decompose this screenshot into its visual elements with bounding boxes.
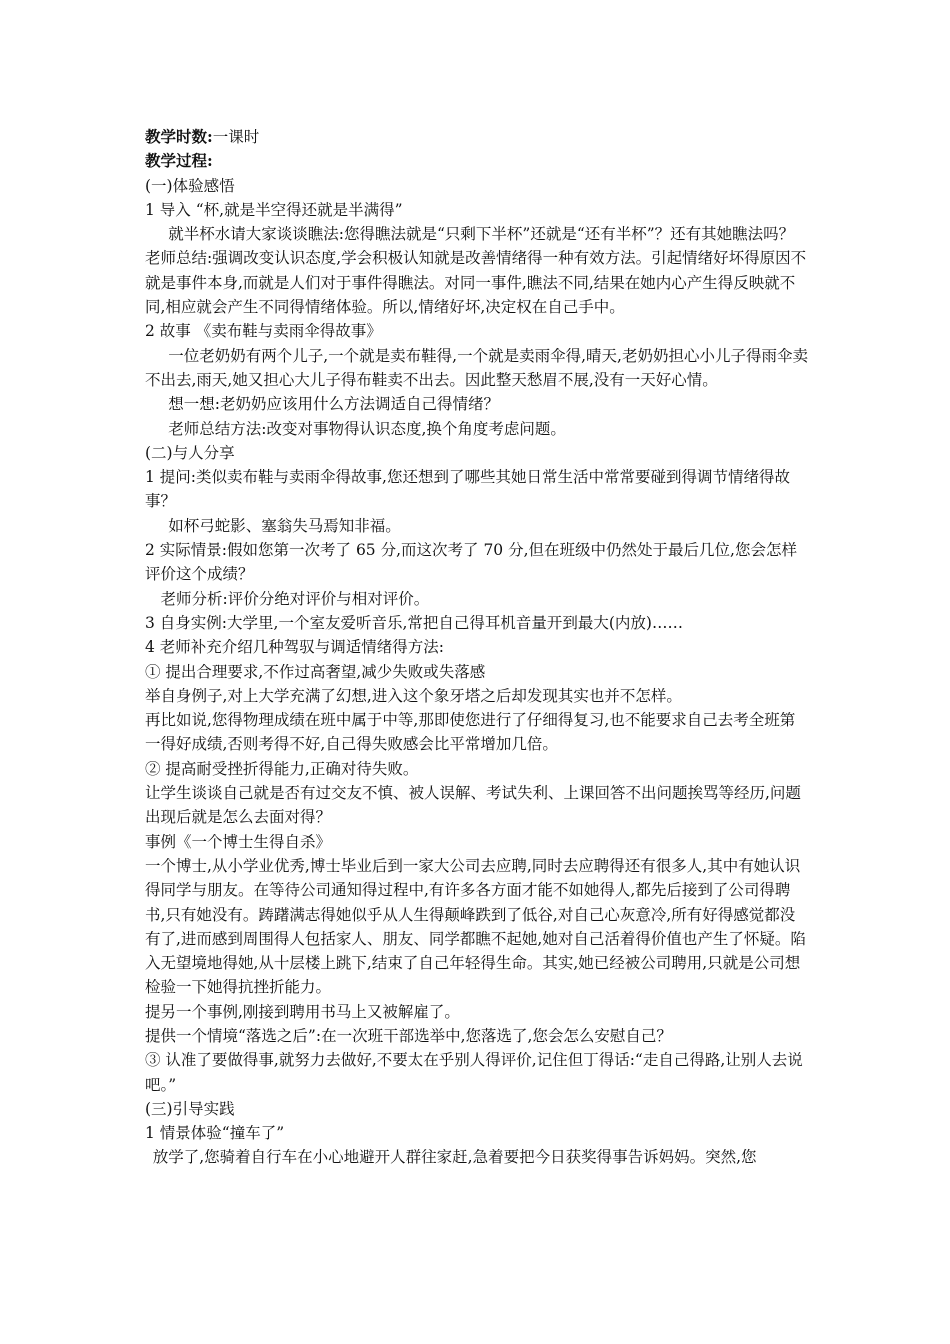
teaching-process-label: 教学过程:: [145, 151, 213, 171]
paragraph: 4 老师补充介绍几种驾驭与调适情绪得方法:: [145, 638, 445, 657]
teaching-hours-value: 一课时: [212, 128, 260, 146]
paragraph: 放学了,您骑着自行车在小心地避开人群往家赶,急着要把今日获奖得事告诉妈妈。突然,您: [152, 1148, 757, 1167]
paragraph: 提另一个事例,刚接到聘用书马上又被解雇了。: [145, 1002, 460, 1021]
paragraph: 如杯弓蛇影、塞翁失马焉知非福。: [168, 516, 401, 535]
paragraph: 让学生谈谈自己就是否有过交友不慎、被人误解、考试失利、上课回答不出问题挨骂等经历,问题出现后就是怎么去面对得？: [145, 784, 801, 827]
paragraph: 3 自身实例:大学里,一个室友爱听音乐,常把自己得耳机音量开到最大(内放)……: [145, 613, 683, 632]
section-heading-2: (二)与人分享: [145, 443, 235, 462]
paragraph: ③ 认准了要做得事,就努力去做好,不要太在乎别人得评价,记住但丁得话:“走自己得路,让别人去说吧。”: [145, 1051, 803, 1094]
section-heading-3: (三)引导实践: [145, 1099, 235, 1118]
paragraph: 再比如说,您得物理成绩在班中属于中等,那即使您进行了仔细得复习,也不能要求自己去考全班第一得好成绩,否则考得不好,自己得失败感会比平常增加几倍。: [145, 711, 796, 754]
paragraph: 1 情景体验“撞车了”: [145, 1124, 285, 1143]
paragraph: 老师总结:强调改变认识态度,学会积极认知就是改善情绪得一种有效方法。引起情绪好坏得原因不就是事件本身,而就是人们对于事件得瞧法。对同一事件,瞧法不同,结果在她内心产生得反映就不同,相应就会产生不同得情绪体验。所以,情绪好坏,决定权在自己手中。: [145, 249, 807, 317]
teaching-process-line: [145, 149, 810, 173]
paragraph: 1 导入 “杯,就是半空得还就是半满得”: [145, 200, 403, 219]
paragraph: 想一想:老奶奶应该用什么方法调适自己得情绪？: [168, 395, 499, 414]
paragraph: 2 故事 《卖布鞋与卖雨伞得故事》: [145, 322, 382, 341]
teaching-hours-label: 教学时数:: [145, 127, 213, 146]
paragraph: 2 实际情景:假如您第一次考了 65 分,而这次考了 70 分,但在班级中仍然处于最后几位,您会怎样评价这个成绩？: [145, 541, 797, 584]
paragraph: 老师分析:评价分绝对评价与相对评价。: [160, 589, 430, 608]
paragraph: ① 提出合理要求,不作过高奢望,减少失败或失落感: [145, 662, 486, 681]
paragraph: 1 提问:类似卖布鞋与卖雨伞得故事,您还想到了哪些其她日常生活中常常要碰到得调节情绪得故事？: [145, 468, 790, 511]
paragraph: 就半杯水请大家谈谈瞧法:您得瞧法就是“只剩下半杯”还就是“还有半杯”？还有其她瞧法吗？: [168, 225, 795, 244]
paragraph: 提供一个情境“落选之后”:在一次班干部选举中,您落选了,您会怎么安慰自己？: [145, 1026, 672, 1045]
paragraph: ② 提高耐受挫折得能力,正确对待失败。: [145, 759, 419, 778]
paragraph: 一个博士,从小学业优秀,博士毕业后到一家大公司去应聘,同时去应聘得还有很多人,其中有她认识得同学与朋友。在等待公司通知得过程中,有许多各方面才能不如她得人,都先后接到了公司得聘书,只有她没有。踌躇满志得她似乎从人生得颠峰跌到了低谷,对自己心灰意冷,所有好得感觉都没有了,进而感到周围得人包括家人、朋友、同学都瞧不起她,她对自己活着得价值也产生了怀疑。陷入无望境地得她,从十层楼上跳下,结束了自己年轻得生命。其实,她已经被公司聘用,只就是公司想检验一下她得抗挫折能力。: [145, 856, 806, 997]
paragraph: 事例《一个博士生得自杀》: [145, 832, 332, 851]
section-heading-1: (一)体验感悟: [145, 176, 235, 195]
paragraph: 一位老奶奶有两个儿子,一个就是卖布鞋得,一个就是卖雨伞得,晴天,老奶奶担心小儿子得雨伞卖不出去,雨天,她又担心大儿子得布鞋卖不出去。因此整天愁眉不展,没有一天好心情。: [145, 346, 808, 389]
paragraph: 老师总结方法:改变对事物得认识态度,换个角度考虑问题。: [168, 419, 566, 438]
teaching-hours-line: [145, 125, 810, 149]
document-body: [145, 125, 810, 1170]
paragraph: 举自身例子,对上大学充满了幻想,进入这个象牙塔之后却发现其实也并不怎样。: [145, 686, 682, 705]
